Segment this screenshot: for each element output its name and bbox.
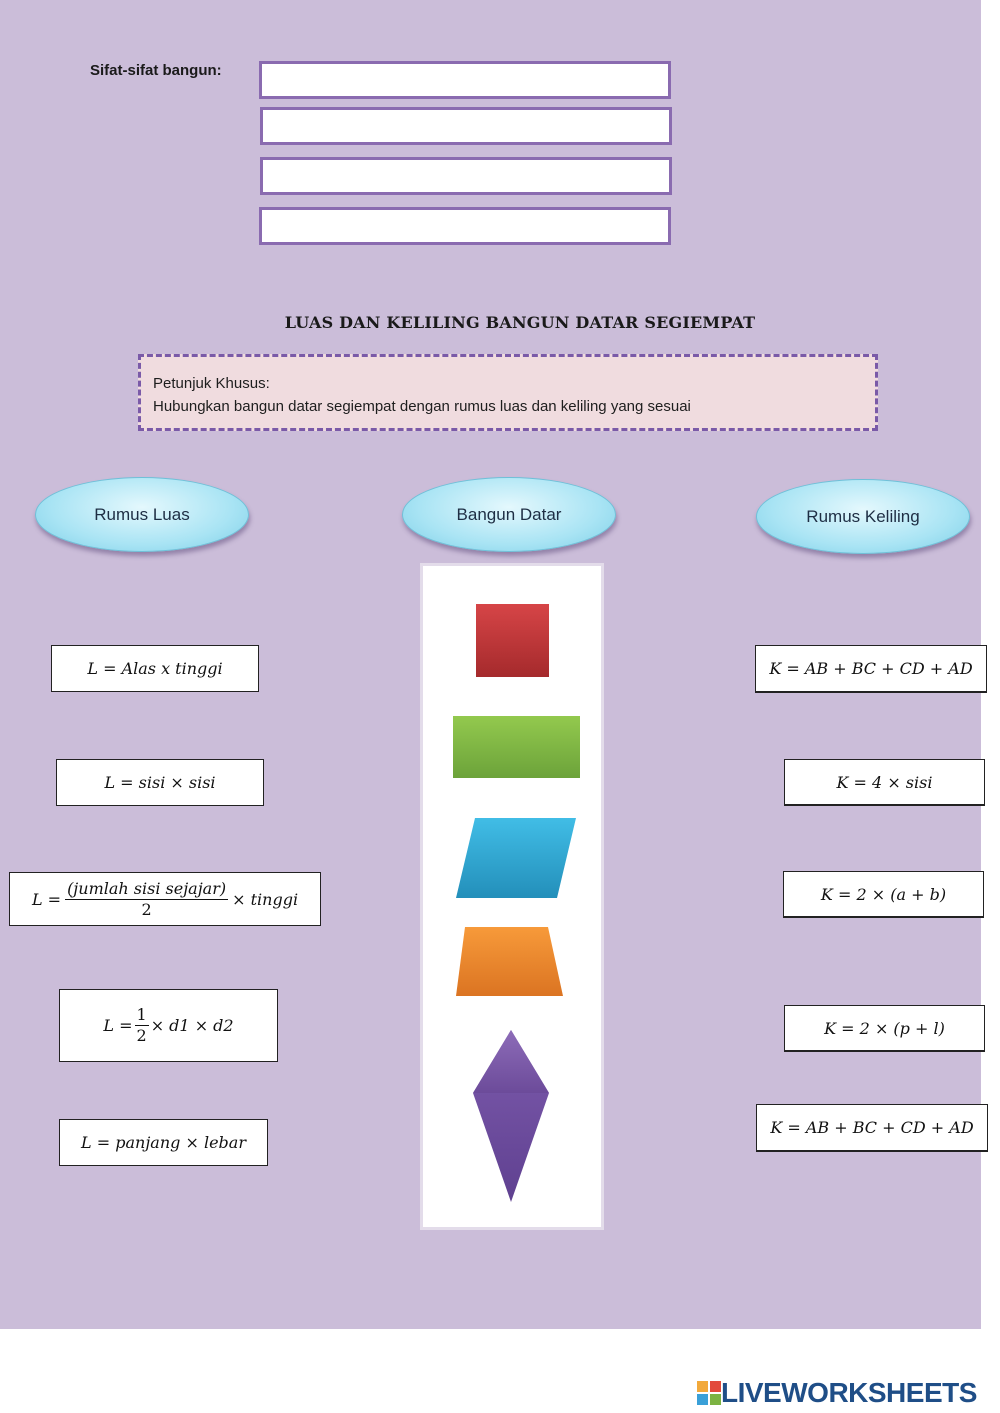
logo-icon — [697, 1381, 721, 1405]
fraction-numerator: (jumlah sisi sejajar) — [67, 878, 227, 898]
page-title: LUAS DAN KELILING BANGUN DATAR SEGIEMPAT — [284, 313, 756, 332]
header-rumus-keliling — [756, 479, 970, 554]
luas-formula-persegi-panjang[interactable] — [59, 1119, 268, 1166]
luas-formula-persegi[interactable] — [56, 759, 264, 806]
instruction-text: Hubungkan bangun datar segiempat dengan rumus luas dan keliling yang sesuai — [153, 398, 691, 415]
rectangle-shape[interactable] — [453, 716, 580, 778]
luas-formula-jajargenjang[interactable] — [51, 645, 259, 692]
sifat-input-1[interactable] — [259, 61, 671, 99]
keliling-formula-text: K = AB + BC + CD + AD — [769, 659, 973, 678]
keliling-formula-text: K = 4 × sisi — [836, 772, 933, 792]
instruction-heading: Petunjuk Khusus: — [153, 375, 270, 392]
sifat-input-2[interactable] — [260, 107, 672, 145]
sifat-input-3[interactable] — [260, 157, 672, 195]
luas-formula-fraction — [135, 1006, 149, 1045]
sifat-label: Sifat-sifat bangun: — [90, 62, 222, 79]
luas-formula-layang[interactable] — [59, 989, 278, 1062]
luas-formula-text: L = panjang × lebar — [81, 1133, 246, 1152]
instruction-box — [138, 354, 878, 431]
keliling-formula-sisi-1[interactable] — [755, 645, 987, 693]
luas-formula-lhs: L = — [31, 889, 62, 909]
keliling-formula-persegi[interactable] — [784, 759, 985, 806]
luas-formula-text: L = Alas x tinggi — [87, 659, 223, 678]
keliling-formula-text: K = 2 × (p + l) — [824, 1018, 945, 1038]
keliling-formula-jajargenjang[interactable] — [783, 871, 984, 918]
square-shape[interactable] — [476, 604, 549, 677]
parallelogram-shape[interactable] — [456, 818, 576, 898]
keliling-formula-text: K = AB + BC + CD + AD — [770, 1118, 974, 1137]
header-rumus-luas — [35, 477, 249, 552]
header-bangun-datar-label: Bangun Datar — [456, 504, 562, 524]
keliling-formula-persegi-panjang[interactable] — [784, 1005, 985, 1052]
sifat-input-4[interactable] — [259, 207, 671, 245]
liveworksheets-logo — [697, 1377, 977, 1409]
fraction-numerator: 1 — [136, 1005, 147, 1024]
fraction-denominator: 2 — [136, 1026, 147, 1045]
luas-formula-rhs: × tinggi — [232, 889, 299, 909]
header-rumus-luas-label: Rumus Luas — [94, 504, 190, 524]
luas-formula-fraction — [65, 880, 228, 919]
keliling-formula-sisi-2[interactable] — [756, 1104, 988, 1152]
luas-formula-text: L = sisi × sisi — [104, 773, 216, 792]
luas-formula-trapesium[interactable] — [9, 872, 321, 926]
keliling-formula-text: K = 2 × (a + b) — [820, 884, 947, 904]
luas-formula-lhs: L = — [103, 1016, 133, 1035]
header-bangun-datar — [402, 477, 616, 552]
trapezoid-shape[interactable] — [456, 927, 563, 996]
luas-formula-rhs: × d1 × d2 — [150, 1016, 234, 1035]
header-rumus-keliling-label: Rumus Keliling — [806, 506, 920, 526]
logo-text: LIVEWORKSHEETS — [721, 1377, 977, 1408]
fraction-denominator: 2 — [141, 899, 152, 919]
